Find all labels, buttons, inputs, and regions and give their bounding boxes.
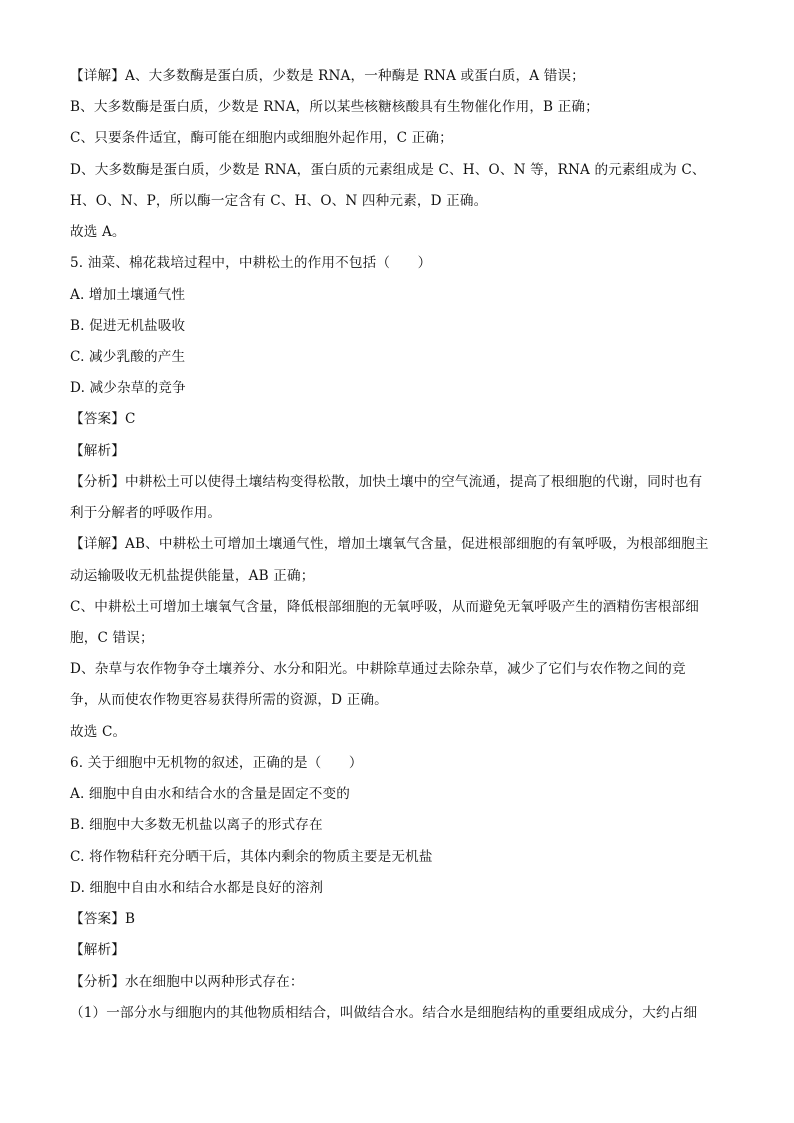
- text-line: 故选 C。: [70, 724, 127, 740]
- text-line: B、大多数酶是蛋白质，少数是 RNA，所以某些核糖核酸具有生物催化作用，B 正确；: [70, 99, 599, 115]
- analysis-label: 【解析】: [70, 942, 125, 958]
- text-line: 动运输吸收无机盐提供能量，AB 正确；: [70, 568, 315, 584]
- text-line: （1）一部分水与细胞内的其他物质相结合，叫做结合水。结合水是细胞结构的重要组成成分，大约占细: [70, 1005, 698, 1021]
- option-a: A. 细胞中自由水和结合水的含量是固定不变的: [70, 786, 351, 802]
- option-c: C. 减少乳酸的产生: [70, 349, 186, 365]
- text-line: D、杂草与农作物争夺土壤养分、水分和阳光。中耕除草通过去除杂草，减少了它们与农作物之间的竞: [70, 661, 686, 677]
- analysis-label: 【解析】: [70, 443, 125, 459]
- option-d: D. 减少杂草的竞争: [70, 380, 186, 396]
- text-line: C、只要条件适宜，酶可能在细胞内或细胞外起作用，C 正确；: [70, 130, 453, 146]
- text-line: D、大多数酶是蛋白质，少数是 RNA，蛋白质的元素组成是 C、H、O、N 等，RNA 的元素组成为 C、: [70, 162, 706, 178]
- text-line: 【详解】AB、中耕松土可增加土壤通气性，增加土壤氧气含量，促进根部细胞的有氧呼吸，为根部细胞主: [70, 536, 709, 552]
- option-a: A. 增加土壤通气性: [70, 287, 186, 303]
- text-line: 【详解】A、大多数酶是蛋白质，少数是 RNA，一种酶是 RNA 或蛋白质，A 错误；: [70, 68, 585, 84]
- option-b: B. 细胞中大多数无机盐以离子的形式存在: [70, 817, 323, 833]
- text-line: C、中耕松土可增加土壤氧气含量，降低根部细胞的无氧呼吸，从而避免无氧呼吸产生的酒精伤害根部细: [70, 599, 700, 615]
- text-line: 【分析】中耕松土可以使得土壤结构变得松散，加快土壤中的空气流通，提高了根细胞的代谢，同时也有: [70, 474, 703, 490]
- option-d: D. 细胞中自由水和结合水都是良好的溶剂: [70, 880, 324, 896]
- text-line: H、O、N、P，所以酶一定含有 C、H、O、N 四种元素，D 正确。: [70, 193, 488, 209]
- option-b: B. 促进无机盐吸收: [70, 318, 186, 334]
- text-line: 故选 A。: [70, 224, 126, 240]
- text-line: 争，从而使农作物更容易获得所需的资源，D 正确。: [70, 692, 388, 708]
- text-line: 胞，C 错误；: [70, 630, 154, 646]
- text-line: 【分析】水在细胞中以两种形式存在：: [70, 974, 304, 990]
- text-line: 利于分解者的呼吸作用。: [70, 505, 222, 521]
- question-5-stem: 5. 油菜、棉花栽培过程中，中耕松土的作用不包括（ ）: [70, 255, 432, 271]
- question-6-stem: 6. 关于细胞中无机物的叙述，正确的是（ ）: [70, 755, 363, 771]
- answer-label: 【答案】B: [70, 911, 136, 927]
- answer-label: 【答案】C: [70, 411, 136, 427]
- option-c: C. 将作物秸秆充分晒干后，其体内剩余的物质主要是无机盐: [70, 849, 433, 865]
